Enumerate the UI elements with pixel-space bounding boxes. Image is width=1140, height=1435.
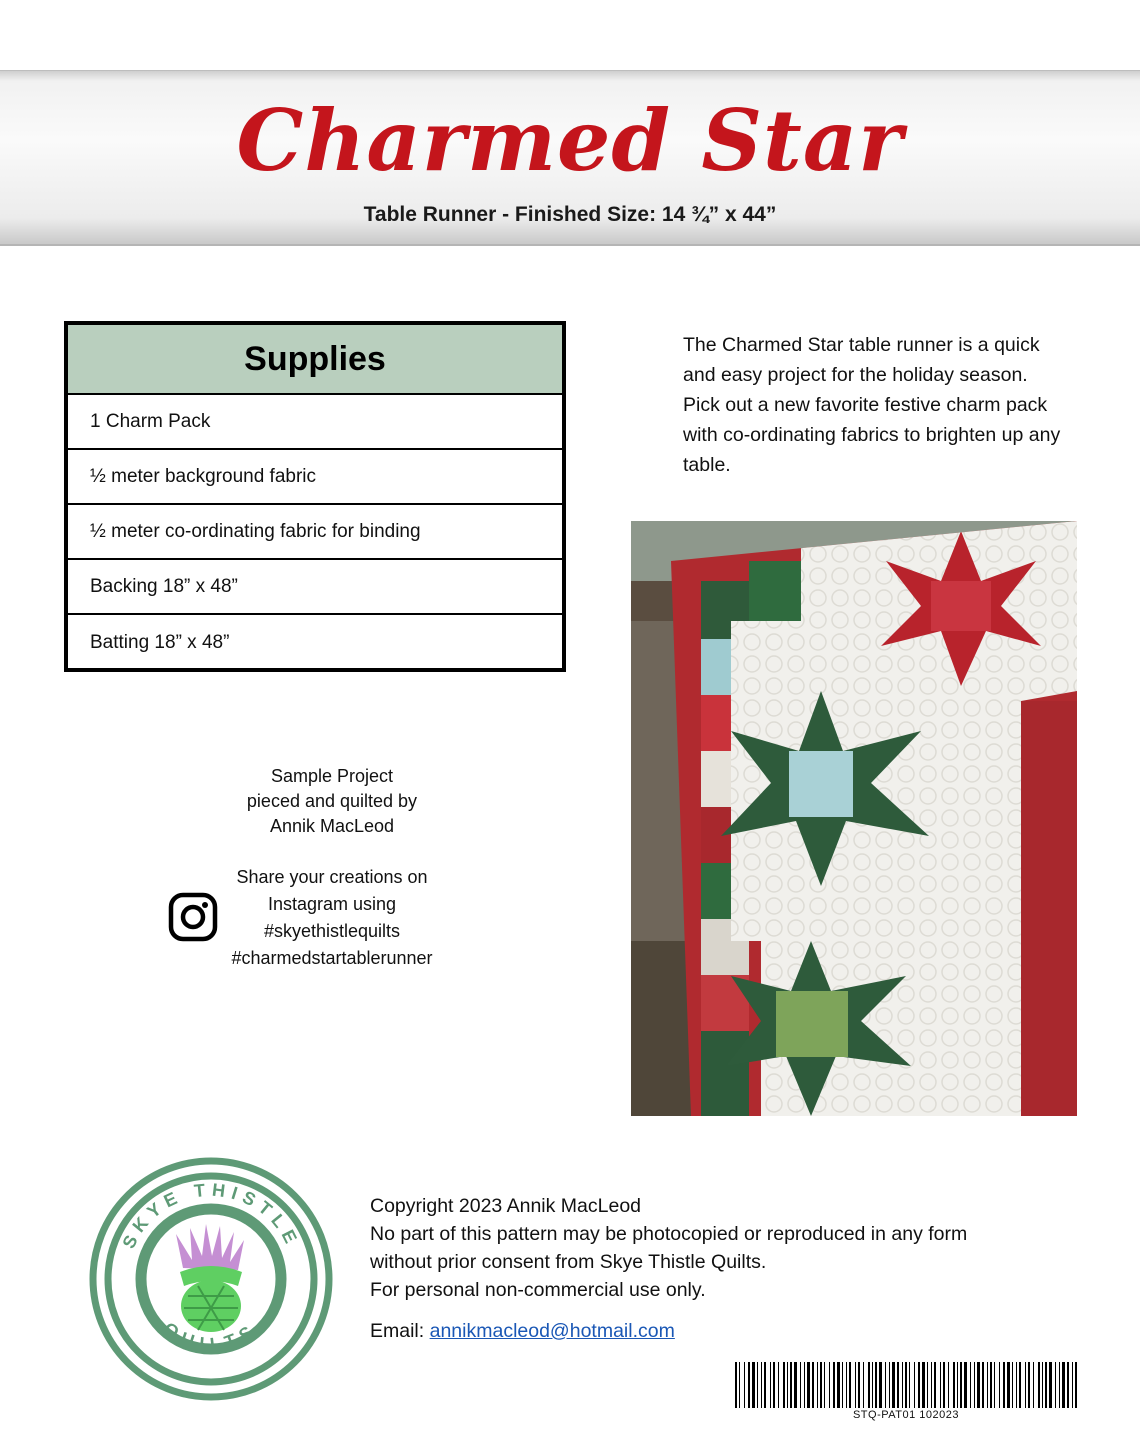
share-line: Share your creations on — [236, 867, 428, 887]
barcode-bar — [987, 1362, 988, 1408]
barcode-bar — [957, 1362, 958, 1408]
email-link[interactable]: annikmacleod@hotmail.com — [429, 1320, 675, 1342]
barcode-bar — [931, 1362, 932, 1408]
barcode-bar — [812, 1362, 814, 1408]
supplies-heading: Supplies — [68, 325, 562, 395]
barcode-bar — [872, 1362, 873, 1408]
barcode-bar — [892, 1362, 895, 1408]
pattern-title: Charmed Star — [236, 91, 904, 190]
barcode-bar — [849, 1362, 851, 1408]
barcode-bar — [739, 1362, 740, 1408]
barcode-bar — [1062, 1362, 1065, 1408]
barcode-bar — [744, 1362, 745, 1408]
barcode-bar — [804, 1362, 805, 1408]
barcode-bar — [990, 1362, 992, 1408]
barcode-bar — [761, 1362, 762, 1408]
sample-project-credit — [232, 764, 432, 839]
barcode-bar — [943, 1362, 945, 1408]
barcode-bar — [879, 1362, 882, 1408]
barcode-bar — [787, 1362, 788, 1408]
barcode-bar — [999, 1362, 1000, 1408]
title-banner — [0, 70, 1140, 246]
supplies-item: Backing 18” x 48” — [68, 560, 562, 615]
barcode-bar — [1003, 1362, 1005, 1408]
barcode-bar — [783, 1362, 785, 1408]
barcode — [735, 1362, 1077, 1408]
barcode-bar — [824, 1362, 825, 1408]
supplies-item: Batting 18” x 48” — [90, 631, 230, 653]
barcode-bar — [790, 1362, 792, 1408]
logo-top-text: SKYE THISTLE — [118, 1179, 304, 1252]
sample-line: pieced and quilted by — [246, 791, 418, 811]
barcode-bar — [837, 1362, 840, 1408]
barcode-bar — [897, 1362, 899, 1408]
barcode-bar — [960, 1362, 962, 1408]
logo-bottom-text: QUILTS — [159, 1318, 263, 1355]
barcode-bar — [974, 1362, 975, 1408]
copyright-line: For personal non-commercial use only. — [370, 1279, 706, 1301]
barcode-bar — [1049, 1362, 1052, 1408]
barcode-bar — [868, 1362, 870, 1408]
intro-paragraph: The Charmed Star table runner is a quick and easy project for the holiday season. Pick out a new favorite festive charm pack with co-ordinating fabrics to brighten up any table. — [683, 334, 1061, 476]
supplies-item: 1 Charm Pack — [68, 395, 562, 450]
sample-line: Annik MacLeod — [269, 816, 395, 836]
barcode-bar — [1016, 1362, 1017, 1408]
barcode-bar — [752, 1362, 755, 1408]
copyright-line: No part of this pattern may be photocopied or reproduced in any form — [370, 1223, 968, 1245]
share-line: Instagram using — [267, 894, 397, 914]
barcode-bar — [948, 1362, 949, 1408]
copyright-line: Copyright 2023 Annik MacLeod — [370, 1195, 642, 1217]
barcode-bar — [1075, 1362, 1077, 1408]
skye-thistle-quilts-logo — [88, 1156, 334, 1402]
barcode-bar — [855, 1362, 856, 1408]
thistle-icon — [176, 1224, 244, 1332]
barcode-bar — [800, 1362, 801, 1408]
barcode-number: STQ-PAT01 102023 — [852, 1409, 960, 1421]
barcode-bar — [807, 1362, 810, 1408]
quilt-photo — [631, 521, 1077, 1116]
barcode-bar — [918, 1362, 920, 1408]
barcode-bar — [770, 1362, 771, 1408]
barcode-bar — [1033, 1362, 1034, 1408]
barcode-bar — [1045, 1362, 1047, 1408]
barcode-bar — [863, 1362, 864, 1408]
barcode-bar — [982, 1362, 984, 1408]
pattern-subtitle: Table Runner - Finished Size: 14 ¾” x 44” — [363, 203, 777, 226]
supplies-item: ½ meter co-ordinating fabric for binding — [68, 505, 562, 560]
barcode-bar — [1012, 1362, 1013, 1408]
barcode-bar — [773, 1362, 775, 1408]
quilt-photo-illustration — [631, 521, 1077, 1116]
copyright-line: without prior consent from Skye Thistle Quilts. — [370, 1251, 767, 1273]
barcode-bar — [977, 1362, 980, 1408]
barcode-bar — [1028, 1362, 1030, 1408]
email-label: Email: — [370, 1320, 430, 1342]
barcode-bar — [1055, 1362, 1056, 1408]
barcode-bar — [1059, 1362, 1060, 1408]
barcode-bar — [934, 1362, 936, 1408]
barcode-bar — [885, 1362, 886, 1408]
sample-line: Sample Project — [270, 766, 394, 786]
barcode-bar — [842, 1362, 843, 1408]
barcode-bar — [909, 1362, 910, 1408]
barcode-bar — [905, 1362, 907, 1408]
barcode-bar — [817, 1362, 818, 1408]
barcode-bar — [858, 1362, 860, 1408]
supplies-table — [64, 321, 566, 672]
barcode-bar — [1072, 1362, 1073, 1408]
barcode-bar — [829, 1362, 830, 1408]
barcode-bar — [735, 1362, 737, 1408]
barcode-bar — [953, 1362, 955, 1408]
barcode-bar — [970, 1362, 971, 1408]
barcode-bar — [1019, 1362, 1021, 1408]
barcode-bar — [748, 1362, 750, 1408]
barcode-bar — [940, 1362, 941, 1408]
barcode-bar — [889, 1362, 890, 1408]
barcode-bar — [820, 1362, 822, 1408]
barcode-bar — [1007, 1362, 1010, 1408]
copyright-notice — [370, 1192, 1070, 1304]
barcode-bar — [964, 1362, 967, 1408]
barcode-bar — [1042, 1362, 1043, 1408]
email-line — [370, 1320, 675, 1343]
barcode-bar — [875, 1362, 877, 1408]
hashtag[interactable]: #charmedstartablerunner — [231, 948, 433, 968]
barcode-bar — [994, 1362, 995, 1408]
barcode-bar — [1025, 1362, 1026, 1408]
hashtag[interactable]: #skyethistlequilts — [263, 921, 401, 941]
instagram-icon — [168, 892, 218, 942]
barcode-bar — [914, 1362, 915, 1408]
barcode-bar — [902, 1362, 903, 1408]
supplies-item: ½ meter background fabric — [68, 450, 562, 505]
barcode-bar — [1038, 1362, 1040, 1408]
barcode-bar — [778, 1362, 779, 1408]
barcode-bar — [846, 1362, 847, 1408]
instagram-share — [212, 864, 452, 972]
barcode-bar — [833, 1362, 835, 1408]
barcode-bar — [927, 1362, 928, 1408]
barcode-bar — [757, 1362, 758, 1408]
barcode-bar — [794, 1362, 797, 1408]
barcode-bar — [764, 1362, 766, 1408]
barcode-bar — [922, 1362, 925, 1408]
barcode-bar — [1067, 1362, 1069, 1408]
